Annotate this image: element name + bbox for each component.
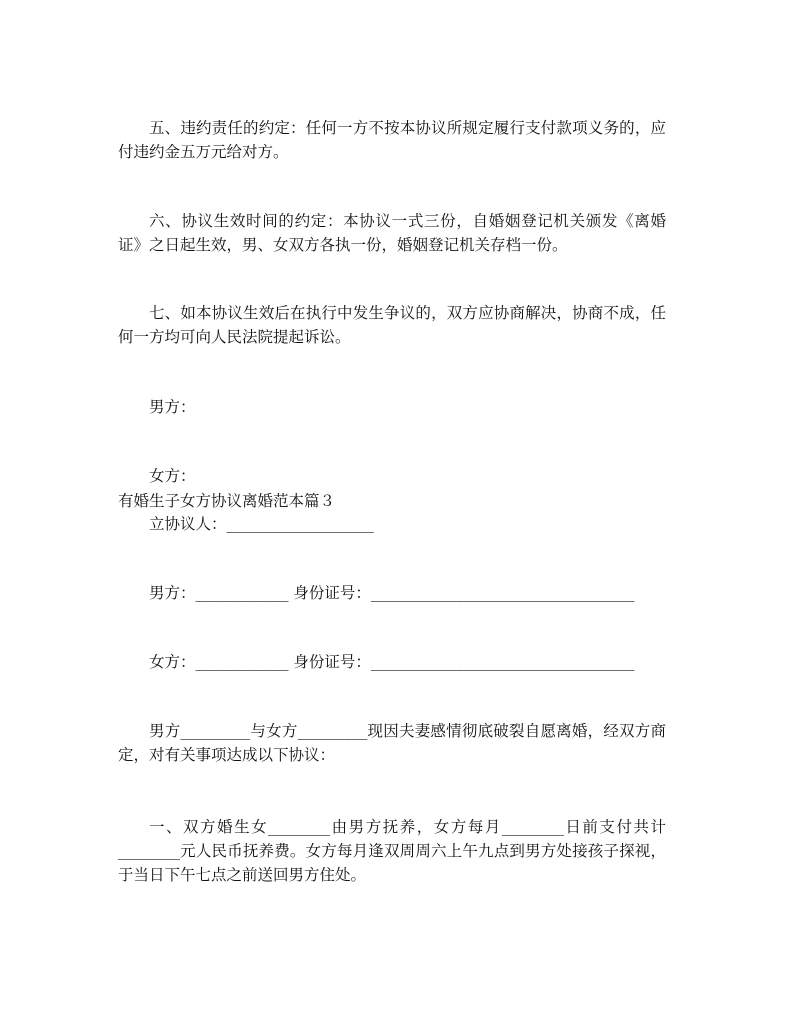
clause-6: 六、协议生效时间的约定：本协议一式三份，自婚姻登记机关颁发《离婚证》之日起生效，男、女双方各执一份，婚姻登记机关存档一份。	[118, 212, 666, 254]
intro-paragraph: 男方_________与女方_________现因夫妻感情彻底破裂自愿离婚，经双方商定，对有关事项达成以下协议：	[118, 722, 666, 764]
clause-5: 五、违约责任的约定：任何一方不按本协议所规定履行支付款项义务的，应付违约金五万元给对方。	[118, 119, 666, 161]
man-id-line: 男方：____________ 身份证号：__________________________________	[149, 584, 635, 602]
item-1: 一、双方婚生女________由男方抚养，女方每月________日前支付共计________元人民币抚养费。女方每月逢双周周六上午九点到男方处接孩子探视，于当日下午七点之前送回男方住处。	[118, 818, 666, 884]
party-line: 立协议人：___________________	[149, 515, 374, 533]
woman-id-line: 女方：____________ 身份证号：__________________________________	[149, 653, 635, 671]
section-title: 有婚生子女方协议离婚范本篇３	[118, 492, 336, 510]
signature-man: 男方：	[149, 398, 196, 416]
signature-woman: 女方：	[149, 467, 196, 485]
clause-7: 七、如本协议生效后在执行中发生争议的，双方应协商解决，协商不成，任何一方均可向人民法院提起诉讼。	[118, 304, 666, 346]
